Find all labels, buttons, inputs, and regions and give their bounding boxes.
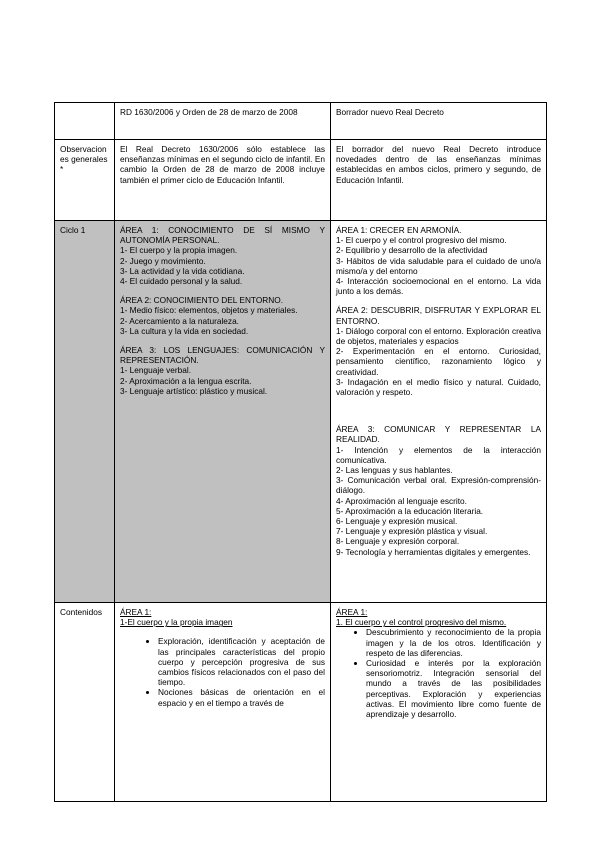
header-rd-1630: RD 1630/2006 y Orden de 28 de marzo de 2008 [115,103,331,140]
right-area3-item: 9- Tecnología y herramientas digitales y emergentes. [336,546,531,557]
left-area2-item: 1- Medio físico: elementos, objetos y materiales. [120,305,298,316]
left-area1-title: ÁREA 1: CONOCIMIENTO DE SÍ MISMO Y AUTONOMÍA PERSONAL. [120,225,325,246]
right-area3-item: 6- Lenguaje y expresión musical. [336,516,458,527]
right-area2-item: 2- Experimentación en el entorno. Curiosidad, pensamiento científico, razonamiento lógico y creatividad. [336,346,541,377]
left-area3-item: 3- Lenguaje artístico: plástico y musical. [120,385,268,396]
right-area3-item: 5- Aproximación a la educación literaria. [336,505,484,516]
right-area2-block [336,305,541,397]
list-item: • Exploración, identificación y aceptación de las principales características del propio cuerpo y percepción progresiva de sus cambios físicos relacionados con el paso del tiempo. [158,636,325,687]
contenidos-label: Contenidos [55,603,115,802]
right-area1-item: 2- Equilibrio y desarrollo de la afectividad [336,245,488,256]
right-area1-item: 3- Hábitos de vida saludable para el cuidado de uno/a mismo/a y del entorno [336,255,541,276]
ciclo-label: Ciclo 1 [55,221,115,603]
list-item: • Descubrimiento y reconocimiento de la propia imagen y la de los otros. Identificación y respeto de las diferencias. [366,627,541,658]
left-area3-item: 2- Aproximación a la lengua escrita. [120,375,252,386]
ciclo-row [55,221,547,603]
left-area1-item: 3- La actividad y la vida cotidiana. [120,265,245,276]
left-area2-block [120,295,325,336]
contenidos-left-list [120,636,325,707]
header-borrador: Borrador nuevo Real Decreto [331,103,547,140]
right-area3-item: 4- Aproximación al lenguaje escrito. [336,495,467,506]
right-area3-item: 2- Las lenguas y sus hablantes. [336,465,453,476]
contenidos-row [55,603,547,802]
contenidos-left-cell [115,603,331,802]
contenidos-right-subtitle: 1. El cuerpo y el control progresivo del mismo. [336,617,507,628]
left-area2-title: ÁREA 2: CONOCIMIENTO DEL ENTORNO. [120,295,284,306]
ciclo-right-cell [331,221,547,603]
observaciones-left: El Real Decreto 1630/2006 sólo establece las enseñanzas mínimas en el segundo ciclo de infantil. En cambio la Orden de 28 de marzo de 2008 incluye también el primer ciclo de Educación Infantil. [115,140,331,221]
left-area3-item: 1- Lenguaje verbal. [120,365,192,376]
contenidos-right-area: ÁREA 1: [336,607,368,617]
contenidos-left-area: ÁREA 1: [120,607,152,617]
list-item: • Curiosidad e interés por la exploración sensoriomotriz. Integración sensorial del mundo a través de las posibilidades perceptivas. Exploración y experiencias activas. El movimiento libre como fuente de aprendizaje y desarrollo. [366,658,541,719]
left-area3-block [120,345,325,396]
observaciones-label: Observaciones generales * [55,140,115,221]
right-area3-item: 1- Intención y elementos de la interacción comunicativa. [336,444,541,465]
right-area2-item: 1- Diálogo corporal con el entorno. Exploración creativa de objetos, materiales y espacios [336,325,541,347]
right-area3-item: 3- Comunicación verbal oral. Expresión-comprensión-diálogo. [336,475,541,496]
observaciones-row [55,140,547,221]
right-area3-item: 8- Lenguaje y expresión corporal. [336,536,460,547]
right-area3-block [336,424,541,557]
left-area2-item: 3- La cultura y la vida en sociedad. [120,325,249,336]
contenidos-right-list [336,627,541,719]
comparison-table [54,102,547,802]
contenidos-right-cell [331,603,547,802]
left-area1-block [120,225,325,286]
right-area1-title: ÁREA 1: CRECER EN ARMONÍA. [336,225,462,235]
right-area1-item: 4- Interacción socioemocional en el entorno. La vida junto a los demás. [336,276,541,297]
list-item: • Nociones básicas de orientación en el espacio y en el tiempo a través de [158,687,325,707]
right-area3-title: ÁREA 3: COMUNICAR Y REPRESENTAR LA REALIDAD. [336,424,541,445]
ciclo-left-cell [115,221,331,603]
observaciones-right: El borrador del nuevo Real Decreto introduce novedades dentro de las enseñanzas mínimas establecidas en ambos ciclos, primero y segundo, de Educación Infantil. [331,140,547,221]
right-area2-title: ÁREA 2: DESCUBRIR, DISFRUTAR Y EXPLORAR EL ENTORNO. [336,305,541,326]
left-area2-item: 2- Acercamiento a la naturaleza. [120,315,239,326]
spacer [336,406,541,424]
header-empty-cell [55,103,115,140]
left-area3-title: ÁREA 3: LOS LENGUAJES: COMUNICACIÓN Y REPRESENTACIÓN. [120,345,325,366]
left-area1-item: 1- El cuerpo y la propia imagen. [120,245,238,256]
right-area1-item: 1- El cuerpo y el control progresivo del mismo. [336,235,507,246]
left-area1-item: 2- Juego y movimiento. [120,255,206,266]
header-row [55,103,547,140]
left-area1-item: 4- El cuidado personal y la salud. [120,276,243,287]
right-area2-item: 3- Indagación en el medio físico y natural. Cuidado, valoración y respeto. [336,376,541,398]
right-area3-item: 7- Lenguaje y expresión plástica y visual. [336,526,488,537]
right-area1-block [336,225,541,296]
contenidos-left-subtitle: 1-El cuerpo y la propia imagen [120,617,233,628]
